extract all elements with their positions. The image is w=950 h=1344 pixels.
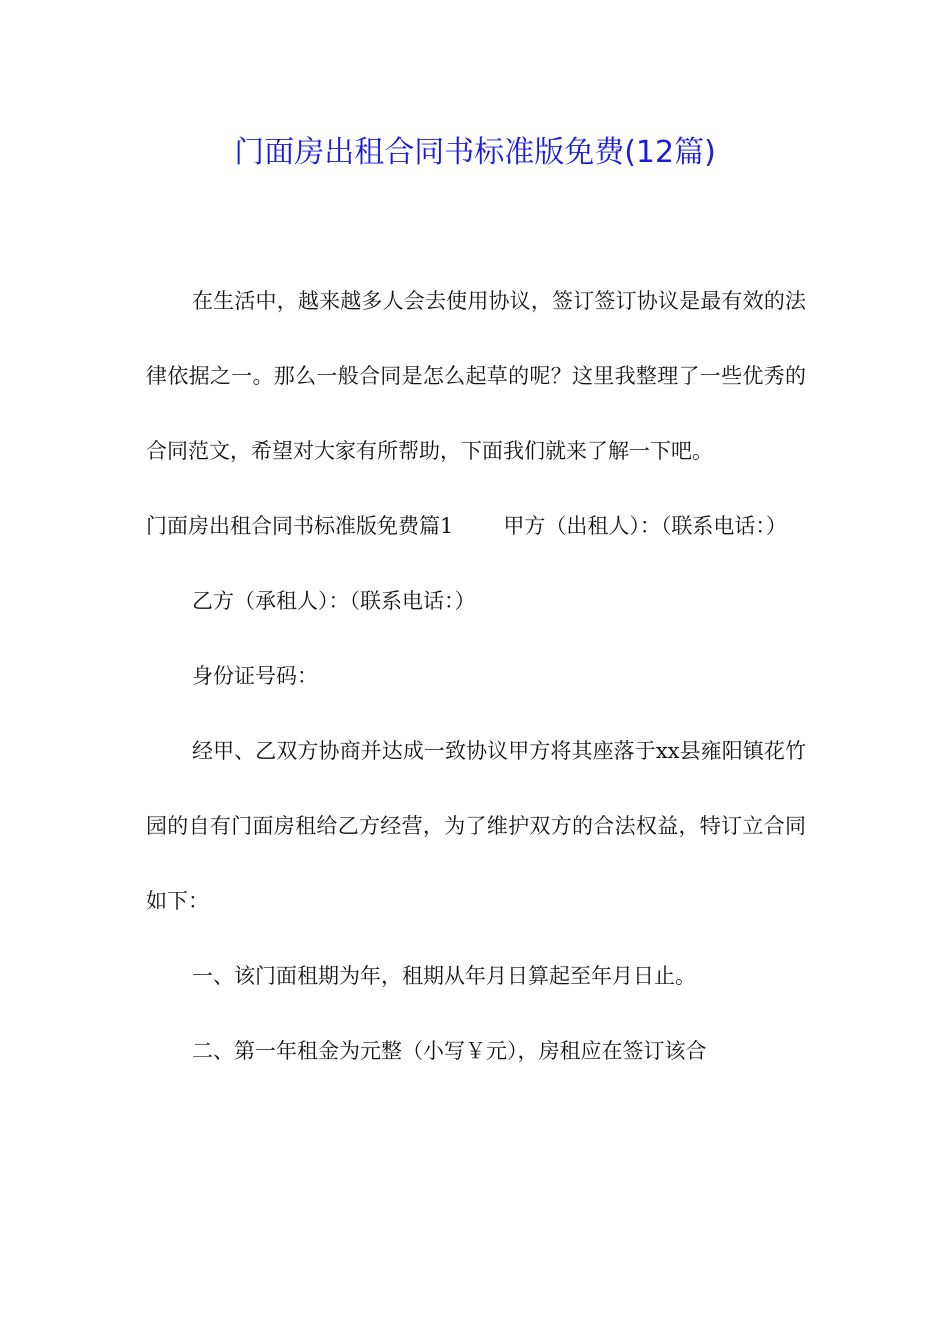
agreement-paragraph: 经甲、乙双方协商并达成一致协议甲方将其座落于xx县雍阳镇花竹园的自有门面房租给乙方经营，为了维护双方的合法权益，特订立合同如下：: [146, 739, 806, 913]
section-paragraph: [146, 489, 806, 564]
party-a-line: 甲方（出租人）：（联系电话：）: [503, 514, 787, 538]
id-number-line: 身份证号码：: [192, 664, 318, 688]
document-title: 门面房出租合同书标准版免费(12篇): [234, 135, 716, 170]
document-body: [146, 264, 806, 1089]
clause-1: 一、该门面租期为年，租期从年月日算起至年月日止。: [192, 964, 696, 988]
section-heading: 门面房出租合同书标准版免费篇1: [146, 514, 454, 538]
intro-paragraph: 在生活中，越来越多人会去使用协议，签订签订协议是最有效的法律依据之一。那么一般合同是怎么起草的呢？这里我整理了一些优秀的合同范文，希望对大家有所帮助，下面我们就来了解一下吧。: [146, 289, 806, 463]
clause-2: 二、第一年租金为元整（小写￥元），房租应在签订该合: [192, 1039, 707, 1063]
party-b-line: 乙方（承租人）：（联系电话：）: [192, 589, 476, 613]
